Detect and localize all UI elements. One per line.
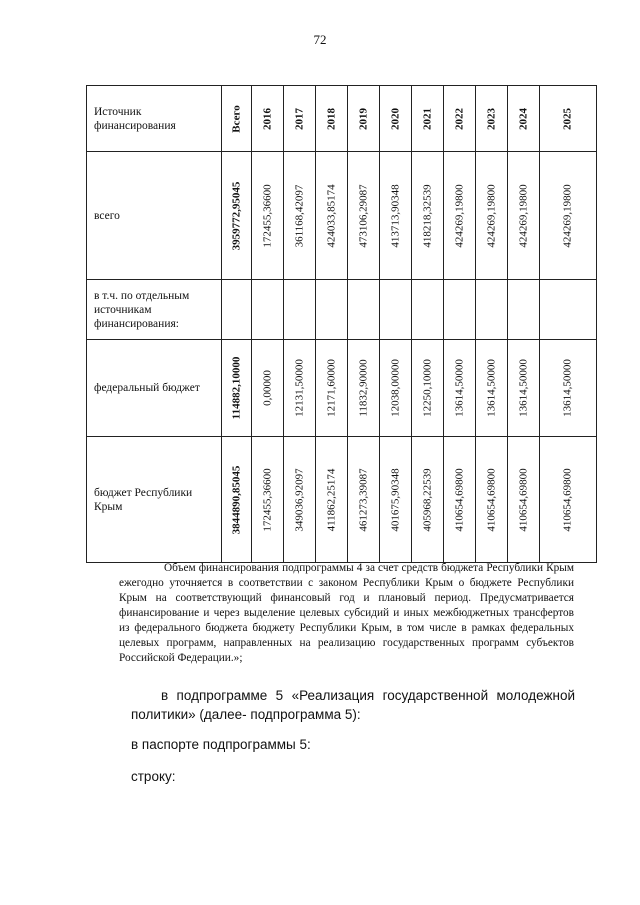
table-cell — [252, 340, 284, 437]
cell-value: 413713,90348 — [389, 183, 401, 248]
header-total-label: Всего — [230, 104, 242, 133]
cell-value: 424269,19800 — [517, 183, 529, 248]
table-cell-empty — [412, 280, 444, 340]
page-number: 72 — [313, 32, 327, 47]
header-cell — [508, 86, 540, 152]
table-cell — [252, 437, 284, 563]
table-cell — [412, 340, 444, 437]
table-cell-empty — [284, 280, 316, 340]
cell-value: 424269,19800 — [485, 183, 497, 248]
table-cell — [444, 340, 476, 437]
subprogram-5-paragraph: в подпрограмме 5 «Реализация государственной молодежной политики» (далее- подпрограмма 5): — [131, 688, 575, 722]
table-cell — [476, 152, 508, 280]
row-label-total: всего — [87, 152, 222, 280]
table-cell-empty — [540, 280, 597, 340]
cell-value: 3844890,85045 — [230, 465, 242, 534]
table-cell — [222, 152, 252, 280]
table-cell — [348, 340, 380, 437]
table-cell — [348, 437, 380, 563]
cell-value: 11832,90000 — [357, 359, 369, 417]
cell-value: 114882,10000 — [230, 356, 242, 420]
table-cell — [476, 340, 508, 437]
table-cell — [284, 152, 316, 280]
cell-value: 411862,25174 — [325, 468, 337, 531]
table-cell — [380, 340, 412, 437]
header-cell — [540, 86, 597, 152]
header-year-2024: 2024 — [517, 107, 529, 130]
table-cell — [380, 152, 412, 280]
table-cell — [284, 340, 316, 437]
row-label-republic-budget: бюджет Республики Крым — [87, 437, 222, 563]
header-year-2018: 2018 — [325, 107, 337, 130]
table-cell — [476, 437, 508, 563]
cell-value: 461273,39087 — [357, 467, 369, 532]
header-cell — [380, 86, 412, 152]
header-cell — [316, 86, 348, 152]
table-cell — [508, 437, 540, 563]
table-header-row — [87, 86, 597, 152]
header-source-label: Источник финансирования — [87, 86, 222, 152]
cell-value: 12038,00000 — [389, 359, 401, 417]
table-cell — [316, 152, 348, 280]
table-cell — [540, 437, 597, 563]
header-year-2020: 2020 — [389, 107, 401, 130]
table-cell-empty — [348, 280, 380, 340]
cell-value: 349036,92097 — [293, 467, 305, 532]
table-cell-empty — [444, 280, 476, 340]
cell-value: 424269,19800 — [561, 183, 574, 248]
funding-note-paragraph: Объем финансирования подпрограммы 4 за счет средств бюджета Республики Крым ежегодно уточняется в соответствии с законом Республики Крым о бюджете Республики Крым на соответствующий финансовый год и плановый период. Предусматривается финансирование и через выделение целевых субсидий и иных межбюджетных трансфертов из федерального бюджета бюджету Республики Крым, в том числе в рамках федеральных целевых программ, направленных на реализацию государственных программ субъектов Российской Федерации.»; — [119, 562, 574, 664]
cell-value: 3959772,95045 — [230, 181, 242, 250]
cell-value: 405968,22539 — [421, 467, 433, 532]
header-year-2025: 2025 — [561, 107, 574, 130]
table-cell — [284, 437, 316, 563]
header-year-2016: 2016 — [261, 107, 273, 130]
header-cell — [252, 86, 284, 152]
table-cell-empty — [222, 280, 252, 340]
table-row-total — [87, 152, 597, 280]
table-cell — [222, 437, 252, 563]
header-cell — [444, 86, 476, 152]
cell-value: 13614,50000 — [453, 359, 465, 417]
cell-value: 0,00000 — [261, 370, 273, 406]
table-cell-empty — [380, 280, 412, 340]
table-row-republic-budget — [87, 437, 597, 563]
header-year-2023: 2023 — [485, 107, 497, 130]
cell-value: 473106,29087 — [357, 183, 369, 248]
cell-value: 13614,50000 — [517, 359, 529, 417]
table-cell — [222, 340, 252, 437]
cell-value: 410654,69800 — [561, 467, 574, 532]
table-cell-empty — [508, 280, 540, 340]
cell-value: 361168,42097 — [293, 184, 305, 247]
table-cell — [508, 340, 540, 437]
header-cell — [348, 86, 380, 152]
table-cell — [252, 152, 284, 280]
cell-value: 410654,69800 — [517, 467, 529, 532]
table-cell — [316, 437, 348, 563]
cell-value: 12131,50000 — [293, 359, 305, 417]
header-cell — [476, 86, 508, 152]
header-cell — [222, 86, 252, 152]
header-year-2017: 2017 — [293, 107, 305, 130]
table-cell — [508, 152, 540, 280]
table-cell — [412, 152, 444, 280]
row-label-including: в т.ч. по отдельным источникам финансирования: — [87, 280, 222, 340]
header-cell — [284, 86, 316, 152]
header-year-2019: 2019 — [357, 107, 369, 130]
table-cell-empty — [316, 280, 348, 340]
table-row-including — [87, 280, 597, 340]
row-label-federal-budget: федеральный бюджет — [87, 340, 222, 437]
cell-value: 418218,32539 — [421, 183, 433, 248]
table-cell — [540, 152, 597, 280]
cell-value: 410654,69800 — [453, 467, 465, 532]
table-row-federal-budget — [87, 340, 597, 437]
table-cell — [316, 340, 348, 437]
header-year-2021: 2021 — [421, 107, 433, 130]
cell-value: 172455,36600 — [261, 183, 273, 248]
passport-paragraph: в паспорте подпрограммы 5: — [131, 737, 311, 752]
table-cell — [412, 437, 444, 563]
table-cell — [444, 152, 476, 280]
header-cell — [412, 86, 444, 152]
cell-value: 410654,69800 — [485, 467, 497, 532]
cell-value: 13614,50000 — [561, 359, 574, 417]
financing-table — [86, 85, 597, 563]
cell-value: 172455,36600 — [261, 467, 273, 532]
table-cell-empty — [476, 280, 508, 340]
row-paragraph: строку: — [131, 769, 176, 784]
cell-value: 424269,19800 — [453, 183, 465, 248]
cell-value: 401675,90348 — [389, 467, 401, 532]
table-cell — [444, 437, 476, 563]
table-cell — [540, 340, 597, 437]
table-cell-empty — [252, 280, 284, 340]
cell-value: 12171,60000 — [325, 359, 337, 417]
cell-value: 13614,50000 — [485, 359, 497, 417]
header-year-2022: 2022 — [453, 107, 465, 130]
cell-value: 424033,85174 — [325, 183, 337, 248]
table-cell — [380, 437, 412, 563]
table-cell — [348, 152, 380, 280]
cell-value: 12250,10000 — [421, 359, 433, 417]
